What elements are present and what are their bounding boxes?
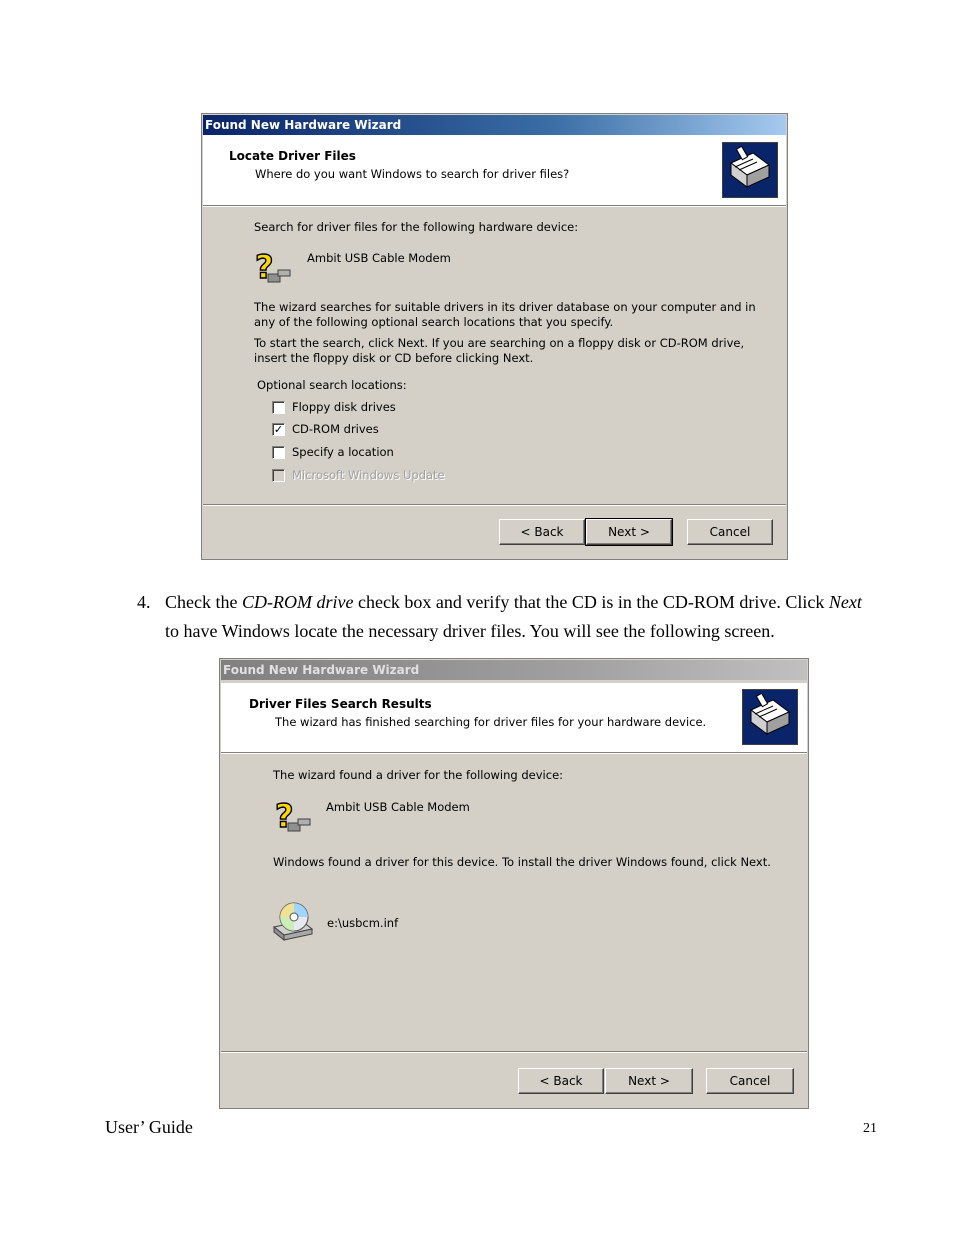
driver-file-path: e:\usbcm.inf [327, 916, 399, 930]
step-line-1 [165, 592, 862, 613]
hardware-wizard-icon [742, 689, 798, 745]
question-icon [272, 795, 312, 837]
device-name: Ambit USB Cable Modem [307, 251, 451, 265]
step-text-next: Next [828, 592, 862, 612]
search-results-dialog [219, 658, 809, 1109]
wizard-header [203, 135, 786, 206]
windows-update-label: Microsoft Windows Update [292, 468, 445, 482]
dialog-titlebar[interactable]: Found New Hardware Wizard [221, 660, 807, 680]
intro-line-2: any of the following optional search locations that you specify. [254, 315, 614, 329]
cancel-button[interactable]: Cancel [687, 519, 773, 545]
found-driver-text: Windows found a driver for this device. To install the driver Windows found, click Next. [273, 855, 771, 869]
step-number: 4. [137, 592, 151, 612]
header-subtitle: Where do you want Windows to search for driver files? [255, 167, 570, 181]
back-button[interactable]: < Back [499, 519, 585, 545]
floppy-label[interactable]: Floppy disk drives [292, 400, 396, 414]
dialog-titlebar[interactable]: Found New Hardware Wizard [203, 115, 786, 135]
svg-text:?: ? [275, 797, 294, 835]
hardware-wizard-icon [722, 142, 778, 198]
wizard-header [221, 683, 807, 753]
specify-location-checkbox[interactable] [272, 446, 285, 459]
header-title: Driver Files Search Results [249, 697, 432, 711]
specify-location-label[interactable]: Specify a location [292, 445, 394, 459]
svg-text:?: ? [255, 248, 274, 286]
cdrom-label[interactable]: CD-ROM drives [292, 422, 379, 436]
cd-drive-icon [272, 901, 314, 941]
back-button[interactable]: < Back [518, 1068, 604, 1094]
header-subtitle: The wizard has finished searching for driver files for your hardware device. [275, 715, 707, 729]
button-separator [203, 504, 786, 506]
cancel-button[interactable]: Cancel [706, 1068, 794, 1094]
instructions-line-2: insert the floppy disk or CD before clicking Next. [254, 351, 534, 365]
search-label: Search for driver files for the following hardware device: [254, 220, 579, 234]
step-line-2: to have Windows locate the necessary driver files. You will see the following screen. [165, 621, 775, 641]
question-icon [252, 248, 292, 288]
step-text-cdrom: CD-ROM drive [241, 592, 354, 612]
locate-driver-dialog [201, 113, 788, 560]
footer-title: User’ Guide [105, 1117, 193, 1137]
next-button[interactable]: Next > [586, 519, 672, 545]
intro-line-1: The wizard searches for suitable drivers in its driver database on your computer and in [254, 300, 756, 314]
found-label: The wizard found a driver for the following device: [273, 768, 564, 782]
floppy-checkbox[interactable] [272, 401, 285, 414]
optional-locations-label: Optional search locations: [257, 378, 407, 392]
header-title: Locate Driver Files [229, 149, 356, 163]
next-button[interactable]: Next > [605, 1068, 693, 1094]
cdrom-checkbox[interactable]: ✓ [273, 423, 284, 436]
button-separator [221, 1051, 807, 1053]
instructions-line-1: To start the search, click Next. If you are searching on a floppy disk or CD-ROM drive, [254, 336, 745, 350]
windows-update-checkbox [272, 469, 285, 482]
page-number: 21 [863, 1121, 877, 1136]
step-text-a: Check the [165, 592, 242, 612]
device-name: Ambit USB Cable Modem [326, 800, 470, 814]
step-text-c: check box and verify that the CD is in the CD-ROM drive. Click [353, 592, 829, 612]
